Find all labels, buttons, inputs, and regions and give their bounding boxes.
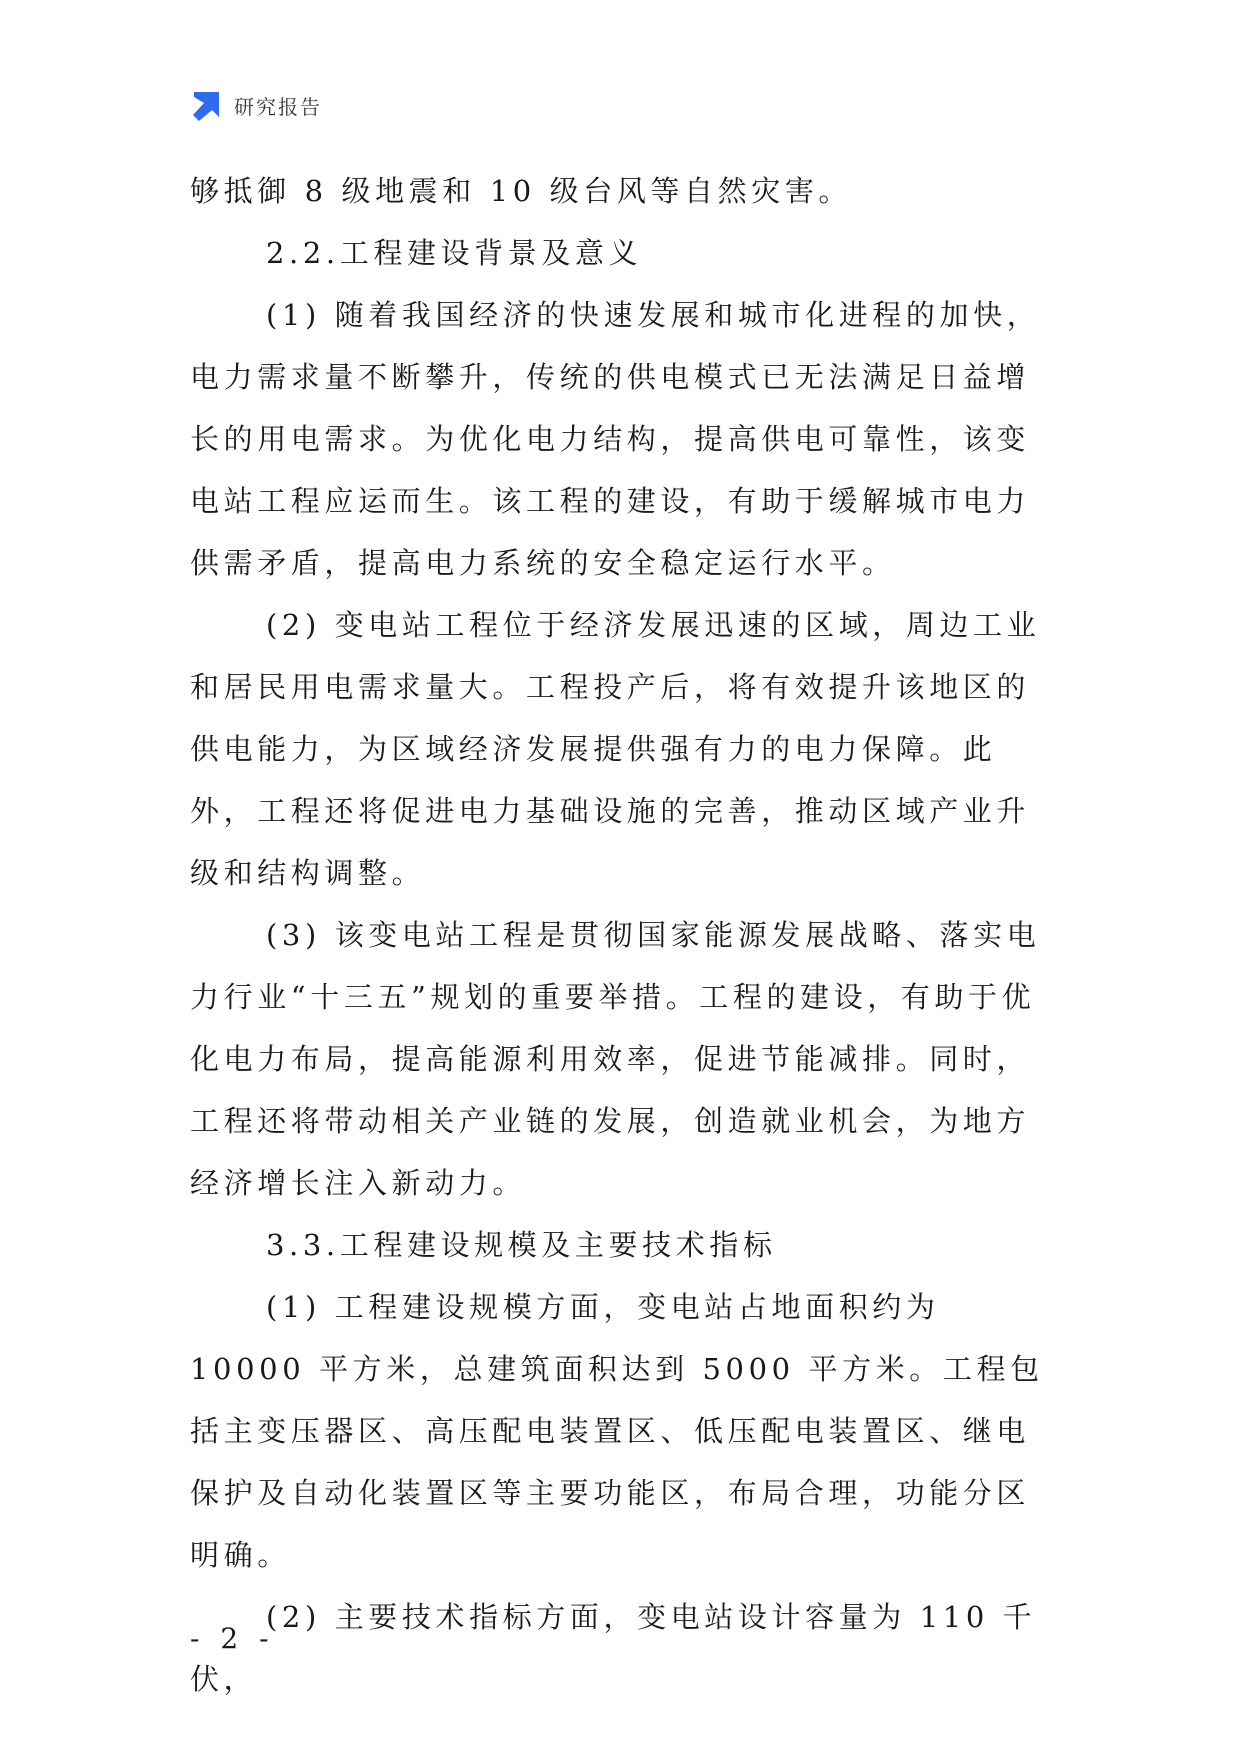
page-number: - 2 - [190, 1622, 275, 1655]
paragraph: (2) 变电站工程位于经济发展迅速的区域，周边工业和居民用电需求量大。工程投产后，将有效提升该地区的供电能力，为区域经济发展提供强有力的电力保障。此外，工程还将促进电力基础设施的完善，推动区域产业升级和结构调整。 [190, 608, 1041, 890]
paragraph: (3) 该变电站工程是贯彻国家能源发展战略、落实电力行业“十三五”规划的重要举措。工程的建设，有助于优化电力布局，提高能源利用效率，促进节能减排。同时，工程还将带动相关产业链的发展，创造就业机会，为地方经济增长注入新动力。 [190, 918, 1041, 1200]
section-heading-3-3: 3.3.工程建设规模及主要技术指标 [266, 1228, 777, 1262]
arrow-up-right-icon [190, 89, 222, 121]
page-header [190, 88, 322, 122]
paragraph-continuation: 够抵御 8 级地震和 10 级台风等自然灾害。 [190, 174, 853, 208]
header-title: 研究报告 [234, 94, 322, 119]
document-body [190, 160, 1060, 1710]
paragraph: (2) 主要技术指标方面，变电站设计容量为 110 千伏， [190, 1600, 1037, 1696]
paragraph: (1) 随着我国经济的快速发展和城市化进程的加快，电力需求量不断攀升，传统的供电模式已无法满足日益增长的用电需求。为优化电力结构，提高供电可靠性，该变电站工程应运而生。该工程的建设，有助于缓解城市电力供需矛盾，提高电力系统的安全稳定运行水平。 [190, 298, 1041, 580]
paragraph: (1) 工程建设规模方面，变电站占地面积约为 10000 平方米，总建筑面积达到 5000 平方米。工程包括主变压器区、高压配电装置区、低压配电装置区、继电保护及自动化装置区等主要功能区，布局合理，功能分区明确。 [190, 1290, 1044, 1572]
section-heading-2-2: 2.2.工程建设背景及意义 [266, 236, 643, 270]
